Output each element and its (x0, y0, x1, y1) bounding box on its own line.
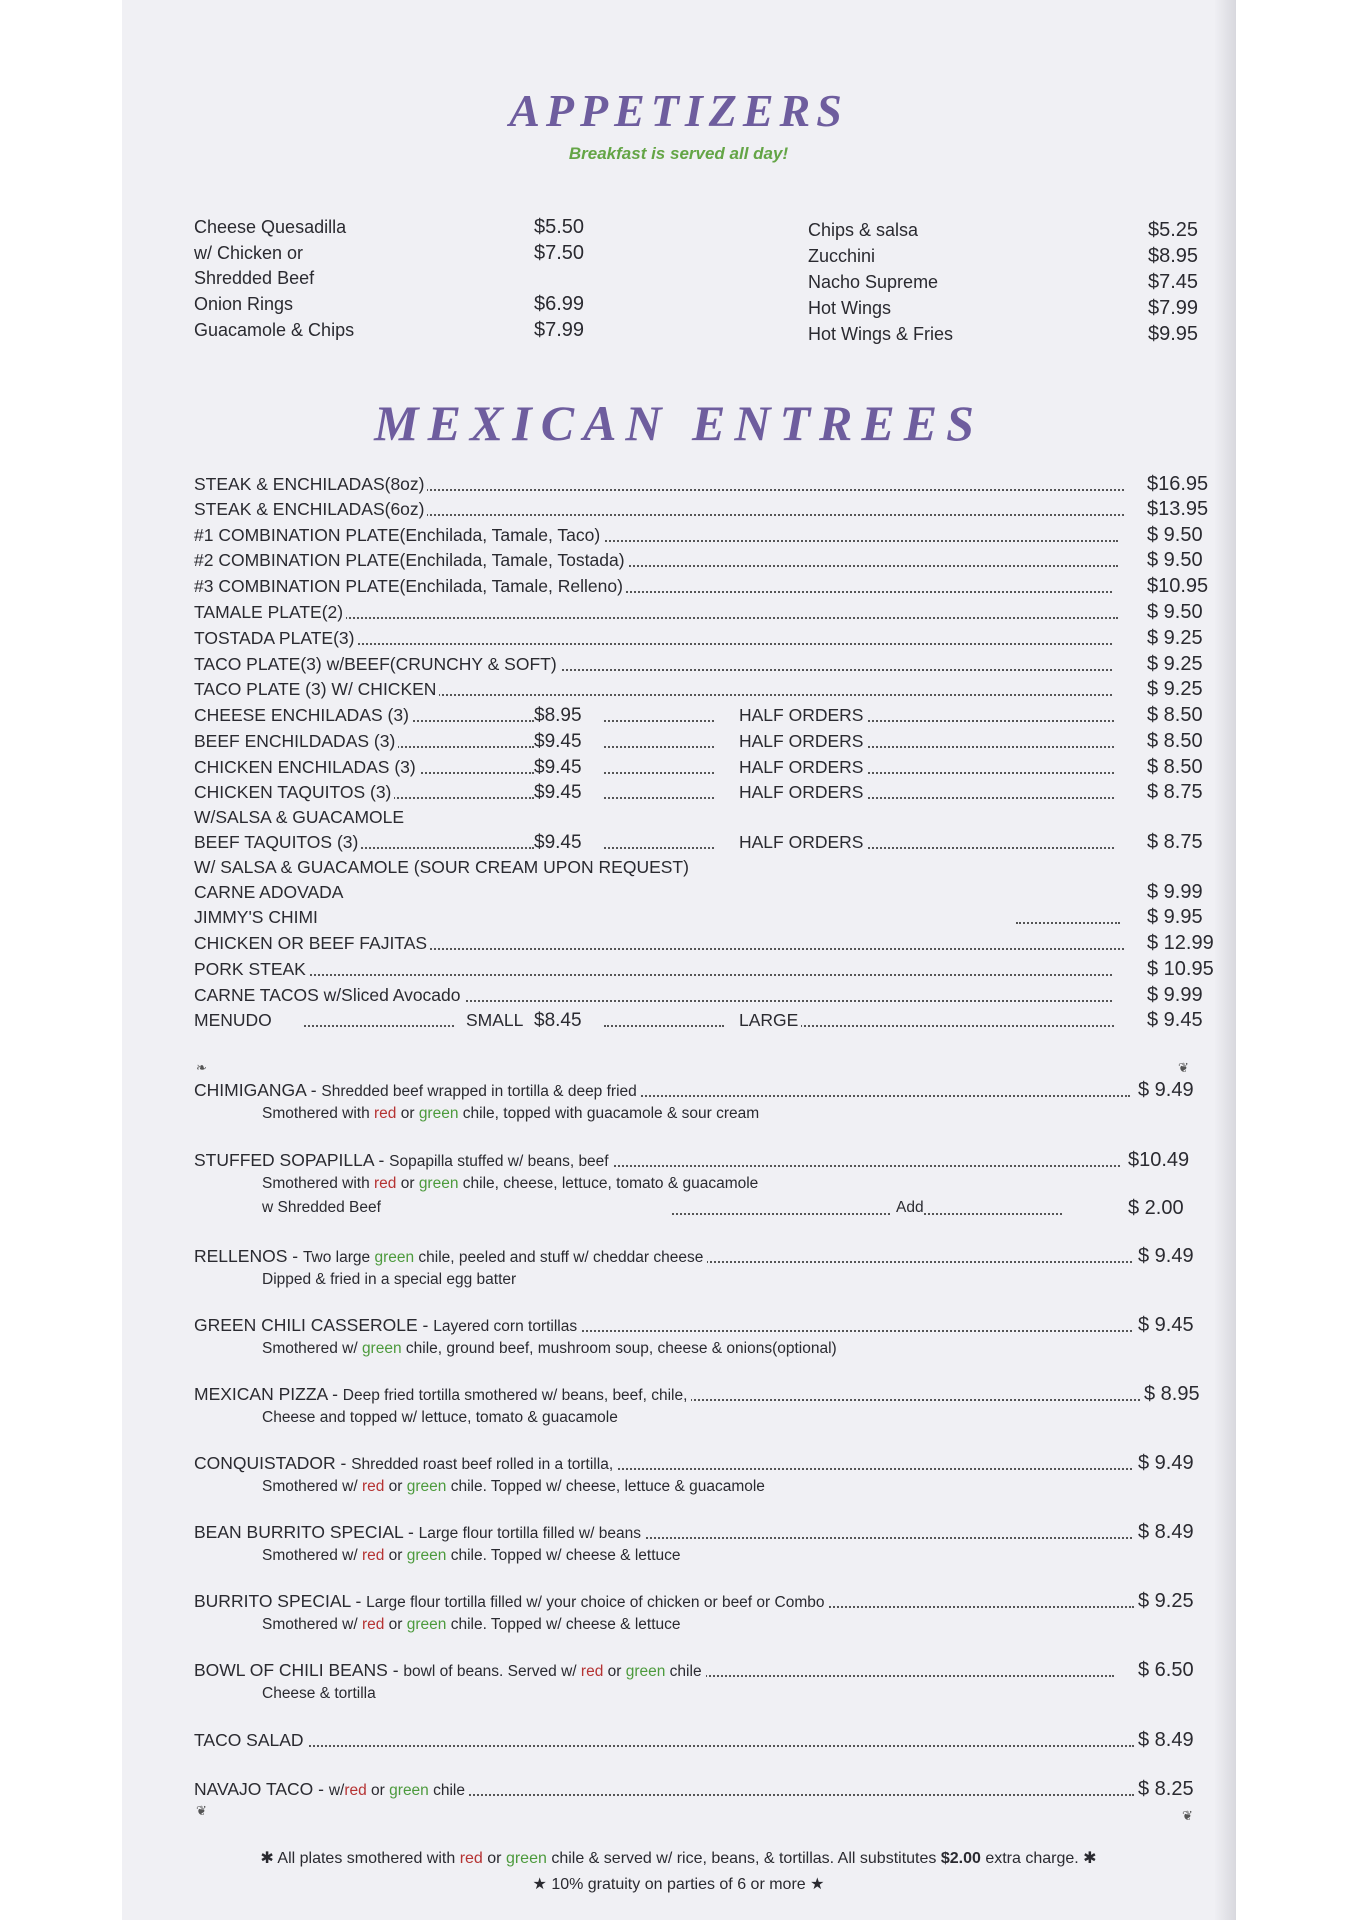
item-price: $8.95 (1148, 245, 1199, 267)
entree-name: CHICKEN ENCHILADAS (3) (194, 755, 419, 780)
entree-price: $ 9.25 (1147, 678, 1203, 700)
special-price: $ 9.45 (1134, 1313, 1194, 1337)
special-name: BEAN BURRITO SPECIAL (194, 1522, 404, 1542)
half-order-price: $ 8.75 (1147, 781, 1203, 803)
entree-price: $ 9.25 (1147, 627, 1203, 649)
special-item: GREEN CHILI CASSEROLE - Layered corn tortillas $ 9.45 Smothered w/ green chile, ground beef, mushroom soup, cheese & onions(optional) (194, 1313, 1224, 1361)
asterisk-icon: ✱ (260, 1850, 278, 1867)
special-sub: Cheese and topped w/ lettuce, tomato & guacamole (262, 1409, 618, 1426)
ornament-icon: ❧ (196, 1060, 207, 1075)
special-price: $10.49 (1124, 1148, 1189, 1172)
entree-price: $ 9.50 (1147, 524, 1203, 546)
entree-price: $9.45 (534, 755, 585, 780)
special-name: NAVAJO TACO (194, 1779, 314, 1799)
special-name: TACO SALAD (194, 1728, 308, 1752)
entree-name: STEAK & ENCHILADAS(8oz) (194, 472, 427, 497)
entree-row (194, 780, 1224, 805)
entree-name: CHICKEN TAQUITOS (3) (194, 780, 394, 805)
special-price: $ 9.49 (1134, 1244, 1194, 1268)
large-price: $ 9.45 (1147, 1009, 1203, 1031)
item-name: Guacamole & Chips (194, 320, 355, 340)
item-price: $9.95 (1148, 323, 1199, 345)
appetizer-item (194, 318, 614, 342)
special-name: BURRITO SPECIAL (194, 1591, 351, 1611)
dot-leader (672, 1213, 1062, 1215)
dot-leader (604, 720, 714, 722)
special-sub: Smothered with red or green chile, cheese, lettuce, tomato & guacamole (262, 1175, 759, 1192)
beef-taquitos-note: W/ SALSA & GUACAMOLE (SOUR CREAM UPON REQUEST) (194, 857, 689, 877)
item-name: Nacho Supreme (808, 272, 939, 292)
item-name: Cheese Quesadilla (194, 217, 347, 237)
dot-leader (604, 746, 714, 748)
appetizer-item (808, 218, 1228, 242)
entree-row (194, 600, 1224, 625)
entree-row (194, 677, 1224, 702)
entree-price: $ 9.25 (1147, 653, 1203, 675)
special-desc: Shredded beef wrapped in tortilla & deep fried (321, 1083, 637, 1100)
special-name: GREEN CHILI CASSEROLE (194, 1315, 418, 1335)
entree-price: $ 9.99 (1147, 984, 1203, 1006)
entree-row (194, 931, 1224, 956)
entree-name: JIMMY'S CHIMI (194, 905, 321, 930)
add-price: $ 2.00 (1124, 1196, 1184, 1220)
special-name: BOWL OF CHILI BEANS (194, 1660, 388, 1680)
special-desc: Sopapilla stuffed w/ beans, beef (389, 1153, 609, 1170)
entree-row (194, 523, 1224, 548)
special-price: $ 8.95 (1140, 1382, 1200, 1406)
item-name: Onion Rings (194, 294, 294, 314)
special-sub: Smothered w/ red or green chile. Topped w/ cheese, lettuce & guacamole (262, 1478, 765, 1495)
special-sub: Smothered w/ red or green chile. Topped w/ cheese & lettuce (262, 1616, 681, 1633)
special-name: STUFFED SOPAPILLA (194, 1150, 374, 1170)
special-sub: Smothered with red or green chile, topped with guacamole & sour cream (262, 1105, 760, 1122)
dot-leader (194, 1745, 1134, 1747)
entree-name: MENUDO (194, 1008, 275, 1033)
special-sub: Dipped & fried in a special egg batter (262, 1271, 517, 1288)
item-price: $7.45 (1148, 271, 1199, 293)
special-desc: Layered corn tortillas (433, 1318, 578, 1335)
special-item: CHIMIGANGA - Shredded beef wrapped in tortilla & deep fried $ 9.49 Smothered with red or green chile, topped with guacamole & sour cream (194, 1078, 1224, 1126)
special-item: STUFFED SOPAPILLA - Sopapilla stuffed w/ beans, beef $10.49 Smothered with red or green chile, cheese, lettuce, tomato & guacamole w Shredded Beef Add $ 2.00 (194, 1148, 1224, 1220)
appetizer-item (194, 292, 614, 316)
appetizer-item (194, 215, 614, 239)
entree-row (194, 830, 1224, 855)
half-orders-label: HALF ORDERS (739, 703, 866, 728)
footer-note: ✱ All plates smothered with red or green chile & served w/ rice, beans, & tortillas. All substitutes $2.00 extra charge. ✱ (260, 1850, 1097, 1867)
special-desc: Shredded roast beef rolled in a tortilla, (351, 1456, 614, 1473)
entree-row (194, 472, 1224, 497)
dot-leader (604, 772, 714, 774)
dot-leader (1016, 922, 1120, 924)
item-price: $6.99 (534, 293, 585, 315)
appetizers-title: APPETIZERS (509, 85, 848, 136)
entree-price: $9.45 (534, 780, 585, 805)
dot-leader (194, 974, 1112, 976)
entree-name: #3 COMBINATION PLATE(Enchilada, Tamale, Relleno) (194, 574, 626, 599)
entree-price: $ 12.99 (1147, 932, 1214, 954)
entree-price: $9.45 (534, 729, 585, 754)
entree-name: PORK STEAK (194, 957, 309, 982)
entree-price: $ 10.95 (1147, 958, 1214, 980)
breakfast-note: Breakfast is served all day! (568, 144, 789, 163)
entree-name: TACO PLATE(3) w/BEEF(CRUNCHY & SOFT) (194, 652, 560, 677)
special-name: CHIMIGANGA (194, 1080, 306, 1100)
special-sub: Smothered w/ red or green chile. Topped w/ cheese & lettuce (262, 1547, 681, 1564)
special-desc: Deep fried tortilla smothered w/ beans, beef, chile, (342, 1387, 688, 1404)
ornament-icon: ❦ (1182, 1808, 1193, 1823)
item-price: $5.50 (534, 216, 585, 238)
large-label: LARGE (739, 1008, 801, 1033)
special-sub: Smothered w/ green chile, ground beef, mushroom soup, cheese & onions(optional) (262, 1340, 837, 1357)
entree-row (194, 652, 1224, 677)
star-icon: ★ (532, 1876, 552, 1893)
special-name: MEXICAN PIZZA (194, 1384, 328, 1404)
entree-price: $8.95 (534, 703, 585, 728)
asterisk-icon: ✱ (1078, 1850, 1097, 1867)
entree-price: $ 9.50 (1147, 549, 1203, 571)
entree-name: TAMALE PLATE(2) (194, 600, 346, 625)
entree-row (194, 626, 1224, 651)
menudo-row (194, 1008, 1224, 1033)
item-price: $7.99 (1148, 297, 1199, 319)
half-order-price: $ 8.50 (1147, 756, 1203, 778)
entree-price: $13.95 (1147, 498, 1209, 520)
appetizer-item (194, 241, 614, 265)
appetizer-item (808, 322, 1228, 346)
special-item: MEXICAN PIZZA - Deep fried tortilla smothered w/ beans, beef, chile, $ 8.95 Cheese and topped w/ lettuce, tomato & guacamole (194, 1382, 1224, 1430)
special-item (194, 1728, 1224, 1752)
dot-leader (604, 847, 714, 849)
entree-name: BEEF ENCHILDADAS (3) (194, 729, 398, 754)
entree-name: CHICKEN OR BEEF FAJITAS (194, 931, 430, 956)
entree-row (194, 574, 1224, 599)
half-orders-label: HALF ORDERS (739, 780, 866, 805)
extra-label: w Shredded Beef (262, 1196, 385, 1220)
entree-row (194, 755, 1224, 780)
special-name: RELLENOS (194, 1246, 288, 1266)
special-desc: Large flour tortilla filled w/ beans (418, 1525, 641, 1542)
entree-name: CARNE ADOVADA (194, 880, 346, 905)
entree-name: TOSTADA PLATE(3) (194, 626, 357, 651)
half-orders-label: HALF ORDERS (739, 729, 866, 754)
special-price: $ 9.49 (1134, 1451, 1194, 1475)
special-sub: Cheese & tortilla (262, 1685, 376, 1702)
dot-leader (604, 1025, 724, 1027)
item-name: Shredded Beef (194, 268, 315, 288)
half-orders-label: HALF ORDERS (739, 755, 866, 780)
special-name: CONQUISTADOR (194, 1453, 336, 1473)
item-name: Zucchini (808, 246, 876, 266)
special-price: $ 8.49 (1134, 1520, 1194, 1544)
item-price: $7.50 (534, 242, 585, 264)
entree-row (194, 983, 1224, 1008)
special-price: $ 8.49 (1134, 1728, 1194, 1752)
special-price: $ 9.25 (1134, 1589, 1194, 1613)
entree-row (194, 497, 1224, 522)
entree-name: BEEF TAQUITOS (3) (194, 830, 361, 855)
gratuity-note: ★ 10% gratuity on parties of 6 or more ★ (532, 1876, 825, 1893)
item-name: Chips & salsa (808, 220, 919, 240)
special-desc: Large flour tortilla filled w/ your choice of chicken or beef or Combo (366, 1594, 825, 1611)
entrees-title: MEXICAN ENTREES (374, 395, 983, 451)
ornament-icon: ❦ (196, 1803, 207, 1818)
special-item: RELLENOS - Two large green chile, peeled and stuff w/ cheddar cheese $ 9.49 Dipped & fried in a special egg batter (194, 1244, 1224, 1292)
appetizer-item (808, 270, 1228, 294)
special-item: CONQUISTADOR - Shredded roast beef rolled in a tortilla, $ 9.49 Smothered w/ red or green chile. Topped w/ cheese, lettuce & guacamole (194, 1451, 1224, 1499)
dot-leader (304, 1025, 454, 1027)
special-price: $ 9.49 (1134, 1078, 1194, 1102)
appetizer-item (808, 296, 1228, 320)
half-orders-label: HALF ORDERS (739, 830, 866, 855)
entree-row (194, 729, 1224, 754)
item-name: w/ Chicken or (194, 243, 304, 263)
entree-name: TACO PLATE (3) W/ CHICKEN (194, 677, 439, 702)
entree-price: $ 9.95 (1147, 906, 1203, 928)
special-price: $ 6.50 (1134, 1658, 1194, 1682)
entree-name: STEAK & ENCHILADAS(6oz) (194, 497, 427, 522)
entree-price: $ 9.99 (1147, 881, 1203, 903)
add-label: Add (892, 1196, 924, 1220)
special-item: BEAN BURRITO SPECIAL - Large flour tortilla filled w/ beans $ 8.49 Smothered w/ red or green chile. Topped w/ cheese & lettuce (194, 1520, 1224, 1568)
special-price: $ 8.25 (1134, 1777, 1194, 1801)
small-label: SMALL (466, 1008, 526, 1033)
dot-leader (604, 797, 714, 799)
item-price: $5.25 (1148, 219, 1199, 241)
entree-price: $16.95 (1147, 473, 1209, 495)
entree-price: $9.45 (534, 830, 585, 855)
taquitos-note: W/SALSA & GUACAMOLE (194, 807, 405, 827)
appetizer-item (194, 266, 614, 290)
entree-row (194, 703, 1224, 728)
star-icon: ★ (805, 1876, 825, 1893)
entree-price: $10.95 (1147, 575, 1209, 597)
small-price: $8.45 (534, 1008, 585, 1033)
half-order-price: $ 8.50 (1147, 704, 1203, 726)
ornament-icon: ❦ (1178, 1060, 1189, 1075)
entree-name: #1 COMBINATION PLATE(Enchilada, Tamale, Taco) (194, 523, 603, 548)
item-name: Hot Wings (808, 298, 892, 318)
item-name: Hot Wings & Fries (808, 324, 954, 344)
entree-row (194, 957, 1224, 982)
entree-row (194, 905, 1224, 930)
entree-name: CHEESE ENCHILADAS (3) (194, 703, 412, 728)
special-item: NAVAJO TACO - w/red or green chile $ 8.25 (194, 1777, 1224, 1801)
special-item: BOWL OF CHILI BEANS - bowl of beans. Served w/ red or green chile $ 6.50 Cheese & tortilla (194, 1658, 1224, 1706)
half-order-price: $ 8.75 (1147, 831, 1203, 853)
item-price: $7.99 (534, 319, 585, 341)
entree-name: #2 COMBINATION PLATE(Enchilada, Tamale, Tostada) (194, 548, 628, 573)
entree-row (194, 548, 1224, 573)
special-item: BURRITO SPECIAL - Large flour tortilla filled w/ your choice of chicken or beef or Combo $ 9.25 Smothered w/ red or green chile. Topped w/ cheese & lettuce (194, 1589, 1224, 1637)
half-order-price: $ 8.50 (1147, 730, 1203, 752)
entree-name: CARNE TACOS w/Sliced Avocado (194, 983, 464, 1008)
entree-row (194, 880, 1224, 905)
appetizer-item (808, 244, 1228, 268)
entree-price: $ 9.50 (1147, 601, 1203, 623)
